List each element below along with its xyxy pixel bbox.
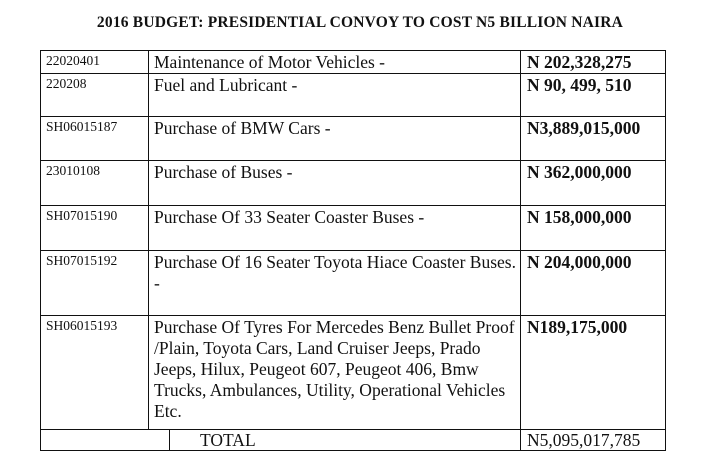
table-row bbox=[41, 206, 666, 251]
total-amount: N5,095,017,785 bbox=[521, 430, 666, 451]
row-code: 22020401 bbox=[41, 51, 149, 74]
total-label-cell bbox=[41, 430, 521, 451]
table-row bbox=[41, 161, 666, 206]
row-amount: N 202,328,275 bbox=[521, 51, 666, 74]
row-code: 220208 bbox=[41, 74, 149, 117]
document-title: 2016 BUDGET: PRESIDENTIAL CONVOY TO COST N5 BILLION NAIRA bbox=[96, 14, 624, 31]
row-amount: N 158,000,000 bbox=[521, 206, 666, 251]
row-code: SH06015193 bbox=[41, 316, 149, 430]
table-row bbox=[41, 74, 666, 117]
row-amount: N189,175,000 bbox=[521, 316, 666, 430]
row-description: Purchase Of 16 Seater Toyota Hiace Coaster Buses. - bbox=[149, 251, 521, 316]
table-row bbox=[41, 316, 666, 430]
table-row bbox=[41, 251, 666, 316]
row-description: Purchase Of 33 Seater Coaster Buses - bbox=[149, 206, 521, 251]
total-label: TOTAL bbox=[200, 430, 256, 450]
row-amount: N 90, 499, 510 bbox=[521, 74, 666, 117]
row-description: Purchase of Buses - bbox=[149, 161, 521, 206]
row-description: Purchase of BMW Cars - bbox=[149, 117, 521, 161]
row-code: SH07015192 bbox=[41, 251, 149, 316]
row-amount: N 204,000,000 bbox=[521, 251, 666, 316]
total-row bbox=[41, 430, 666, 451]
row-amount: N 362,000,000 bbox=[521, 161, 666, 206]
budget-table bbox=[40, 50, 666, 451]
row-code: 23010108 bbox=[41, 161, 149, 206]
row-description: Purchase Of Tyres For Mercedes Benz Bullet Proof /Plain, Toyota Cars, Land Cruiser Jeeps, Prado Jeeps, Hilux, Peugeot 607, Peugeot 406, Bmw Trucks, Ambulances, Utility, Operational Vehicles Etc. bbox=[149, 316, 521, 430]
table-row bbox=[41, 51, 666, 74]
row-code: SH07015190 bbox=[41, 206, 149, 251]
table-row bbox=[41, 117, 666, 161]
row-code: SH06015187 bbox=[41, 117, 149, 161]
row-description: Fuel and Lubricant - bbox=[149, 74, 521, 117]
row-description: Maintenance of Motor Vehicles - bbox=[149, 51, 521, 74]
row-amount: N3,889,015,000 bbox=[521, 117, 666, 161]
